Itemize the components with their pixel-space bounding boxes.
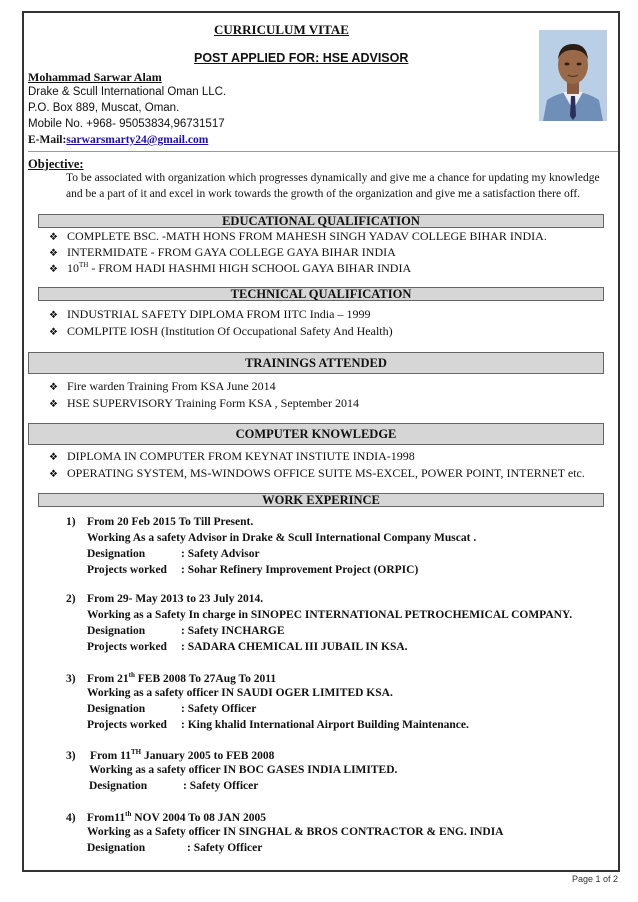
computer-item: ❖ DIPLOMA IN COMPUTER FROM KEYNAT INSTIUTE INDIA-1998	[49, 449, 415, 463]
training-item: ❖ HSE SUPERVISORY Training Form KSA , September 2014	[49, 396, 359, 410]
objective-line-2: and be a part of it and excel in work towards the growth of the organization and give me a satisfaction there off.	[66, 188, 581, 200]
email-link[interactable]: sarwarsmarty24@gmail.com	[66, 134, 209, 146]
computer-heading: COMPUTER KNOWLEDGE	[28, 423, 604, 445]
work-entry-period: 4) From11th NOV 2004 To 08 JAN 2005	[66, 810, 266, 824]
work-entry-designation: Designation : Safety Officer	[87, 703, 257, 715]
work-entry-designation: Designation : Safety Officer	[89, 780, 259, 792]
work-entry-role: Working as a safety officer IN SAUDI OGER LIMITED KSA.	[87, 687, 393, 699]
work-entry-designation: Designation : Safety Advisor	[87, 548, 260, 560]
edu-item: ❖ INTERMIDATE - FROM GAYA COLLEGE GAYA BIHAR INDIA	[49, 245, 396, 259]
company-line: Drake & Scull International Oman LLC.	[28, 86, 227, 98]
work-entry-period: 3) From 11TH January 2005 to FEB 2008	[66, 748, 275, 762]
work-entry-period: 1) From 20 Feb 2015 To Till Present.	[66, 516, 254, 528]
profile-photo	[539, 30, 607, 121]
post-applied-title: POST APPLIED FOR: HSE ADVISOR	[194, 51, 409, 65]
cv-title: CURRICULUM VITAE	[214, 22, 349, 37]
tech-item: ❖ COMLPITE IOSH (Institution Of Occupational Safety And Health)	[49, 324, 393, 338]
candidate-name: Mohammad Sarwar Alam	[28, 70, 162, 84]
work-entry-role: Working as a Safety In charge in SINOPEC INTERNATIONAL PETROCHEMICAL COMPANY.	[87, 609, 573, 621]
work-entry-role: Working as a safety officer IN BOC GASES INDIA LIMITED.	[89, 764, 398, 776]
email-label: E-Mail:	[28, 134, 67, 146]
work-entry-period: 2) From 29- May 2013 to 23 July 2014.	[66, 593, 264, 605]
trainings-heading: TRAININGS ATTENDED	[28, 352, 604, 374]
work-heading: WORK EXPERINCE	[38, 493, 604, 507]
training-item: ❖ Fire warden Training From KSA June 2014	[49, 379, 276, 393]
objective-line-1: To be associated with organization which progresses dynamically and give me a chance for updating my knowledge	[66, 172, 600, 184]
edu-item: ❖ 10TH - FROM HADI HASHMI HIGH SCHOOL GAYA BIHAR INDIA	[49, 261, 412, 275]
page-number: Page 1 of 2	[572, 874, 619, 884]
email-line	[28, 135, 208, 147]
work-entry-project: Projects worked : King khalid International Airport Building Maintenance.	[87, 719, 469, 731]
educational-heading: EDUCATIONAL QUALIFICATION	[38, 214, 604, 228]
computer-item: ❖ OPERATING SYSTEM, MS-WINDOWS OFFICE SUITE MS-EXCEL, POWER POINT, INTERNET etc.	[49, 466, 585, 480]
mobile-line: Mobile No. +968- 95053834,96731517	[28, 118, 225, 130]
technical-heading: TECHNICAL QUALIFICATION	[38, 287, 604, 301]
edu-item: ❖ COMPLETE BSC. -MATH HONS FROM MAHESH SINGH YADAV COLLEGE BIHAR INDIA.	[49, 229, 547, 243]
work-entry-designation: Designation : Safety Officer	[87, 842, 263, 854]
divider	[28, 151, 618, 152]
work-entry-designation: Designation : Safety INCHARGE	[87, 625, 285, 637]
work-entry-role: Working As a safety Advisor in Drake & Scull International Company Muscat .	[87, 532, 477, 544]
work-entry-period: 3) From 21th FEB 2008 To 27Aug To 2011	[66, 671, 277, 685]
objective-heading: Objective:	[28, 157, 84, 171]
work-entry-project: Projects worked : Sohar Refinery Improvement Project (ORPIC)	[87, 564, 419, 576]
work-entry-role: Working as a Safety officer IN SINGHAL & BROS CONTRACTOR & ENG. INDIA	[87, 826, 504, 838]
address-line: P.O. Box 889, Muscat, Oman.	[28, 102, 180, 114]
tech-item: ❖ INDUSTRIAL SAFETY DIPLOMA FROM IITC India – 1999	[49, 307, 371, 321]
work-entry-project: Projects worked : SADARA CHEMICAL III JUBAIL IN KSA.	[87, 641, 408, 653]
